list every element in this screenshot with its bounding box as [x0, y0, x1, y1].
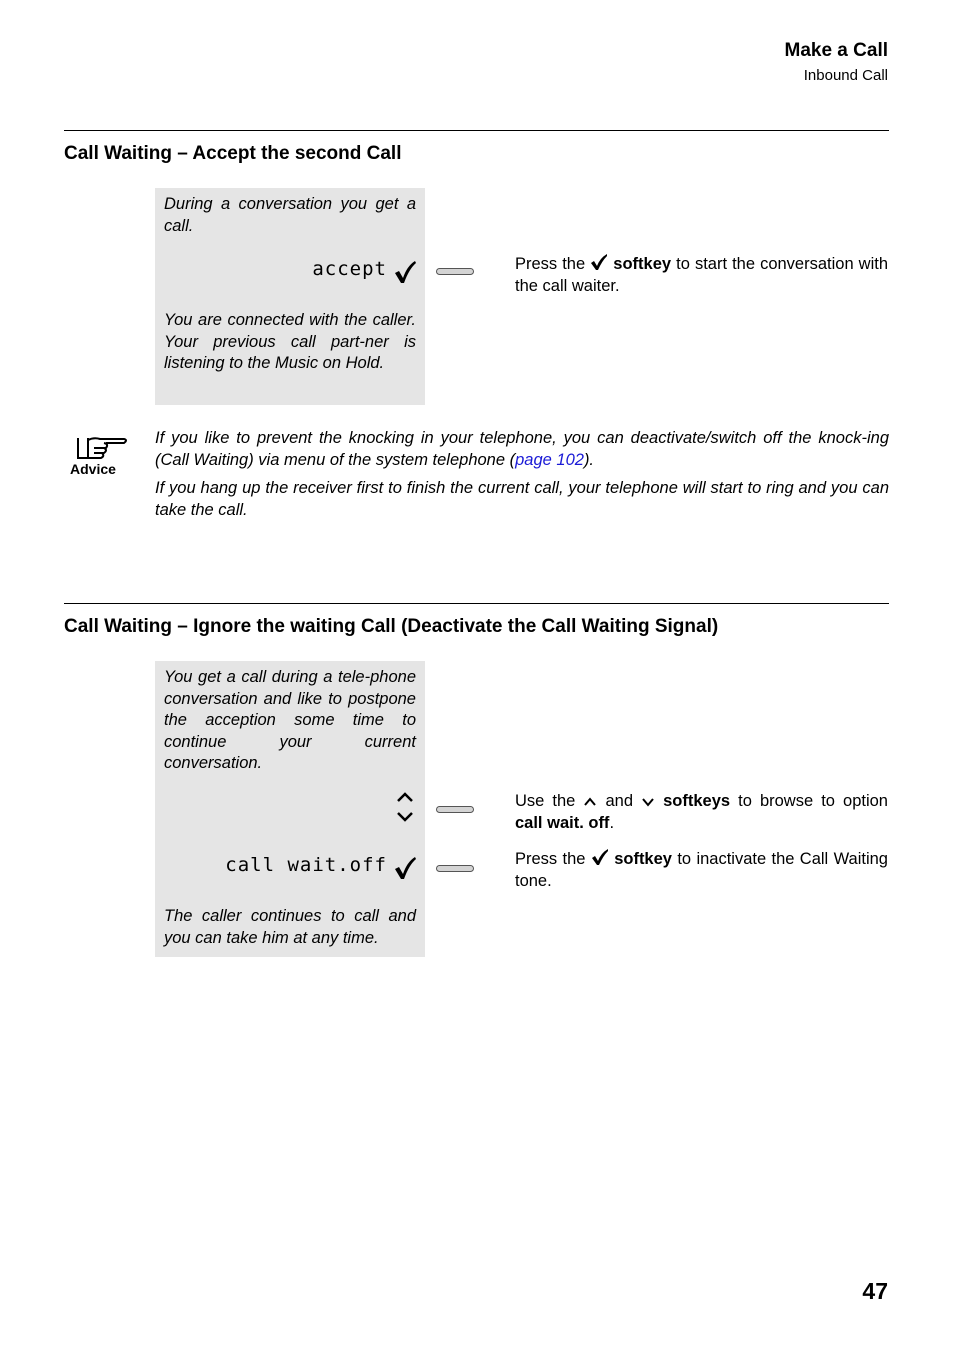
instruction-inactivate [515, 848, 888, 892]
check-icon [393, 259, 417, 285]
chapter-subtitle: Inbound Call [803, 67, 888, 84]
pointing-hand-icon [74, 434, 130, 462]
instruction-accept [515, 253, 888, 297]
section-divider [64, 130, 889, 131]
check-icon [393, 855, 417, 881]
instruction-post: to inactivate the Call Waiting tone. [515, 850, 888, 890]
box-text-bottom: You are connected with the caller. Your previous call part-ner is listening to the Music on Hold. [164, 311, 416, 372]
advice-p1-text: If you like to prevent the knocking in your telephone, you can deactivate/switch off the knock-ing (Call Waiting) via menu of the system telephone ( [155, 429, 889, 469]
section-title-ignore: Call Waiting – Ignore the waiting Call (Deactivate the Call Waiting Signal) [64, 616, 719, 637]
up-down-arrows-icon [396, 790, 414, 824]
advice-text [155, 427, 889, 527]
instruction-pre: Use the [515, 792, 576, 810]
box-text-bottom: The caller continues to call and you can take him at any time. [164, 907, 416, 947]
softkeys-label: softkeys [663, 792, 731, 810]
softkey-label: softkey [613, 255, 672, 273]
up-arrow-icon [583, 796, 597, 808]
box-text-top: You get a call during a tele-phone conversation and like to postpone the acception some time to continue your current conversation. [164, 668, 416, 772]
softkey-button[interactable] [436, 865, 474, 872]
chapter-title: Make a Call [784, 40, 888, 61]
advice-p1-end: ). [583, 451, 595, 469]
page-link[interactable]: page 102 [515, 451, 584, 469]
section-title-accept: Call Waiting – Accept the second Call [64, 143, 402, 164]
check-icon [590, 253, 608, 271]
instruction-pre: Press the [515, 255, 586, 273]
softkey-label: softkey [614, 850, 672, 868]
instruction-post: to start the conversation with the call waiter. [515, 255, 889, 295]
instruction-box-accept [155, 188, 425, 405]
instruction-and: and [605, 792, 633, 810]
section-divider [64, 603, 889, 604]
display-label-call-wait-off: call wait.off [225, 854, 387, 876]
down-arrow-icon [641, 796, 655, 808]
instruction-end: . [609, 814, 615, 832]
advice-paragraph-1 [155, 427, 889, 471]
softkey-button[interactable] [436, 268, 474, 275]
instruction-pre: Press the [515, 850, 586, 868]
instruction-post: to browse to option [738, 792, 888, 810]
display-label-accept: accept [312, 258, 387, 280]
softkey-button[interactable] [436, 806, 474, 813]
instruction-browse [515, 790, 888, 834]
advice-label: Advice [70, 461, 116, 477]
check-icon [591, 848, 609, 866]
box-text-top: During a conversation you get a call. [164, 195, 416, 235]
advice-paragraph-2: If you hang up the receiver first to finish the current call, your telephone will start to ring and you can take the call. [155, 479, 889, 519]
page-number: 47 [862, 1278, 888, 1304]
instruction-box-ignore [155, 661, 425, 957]
option-label: call wait. off [515, 814, 610, 832]
